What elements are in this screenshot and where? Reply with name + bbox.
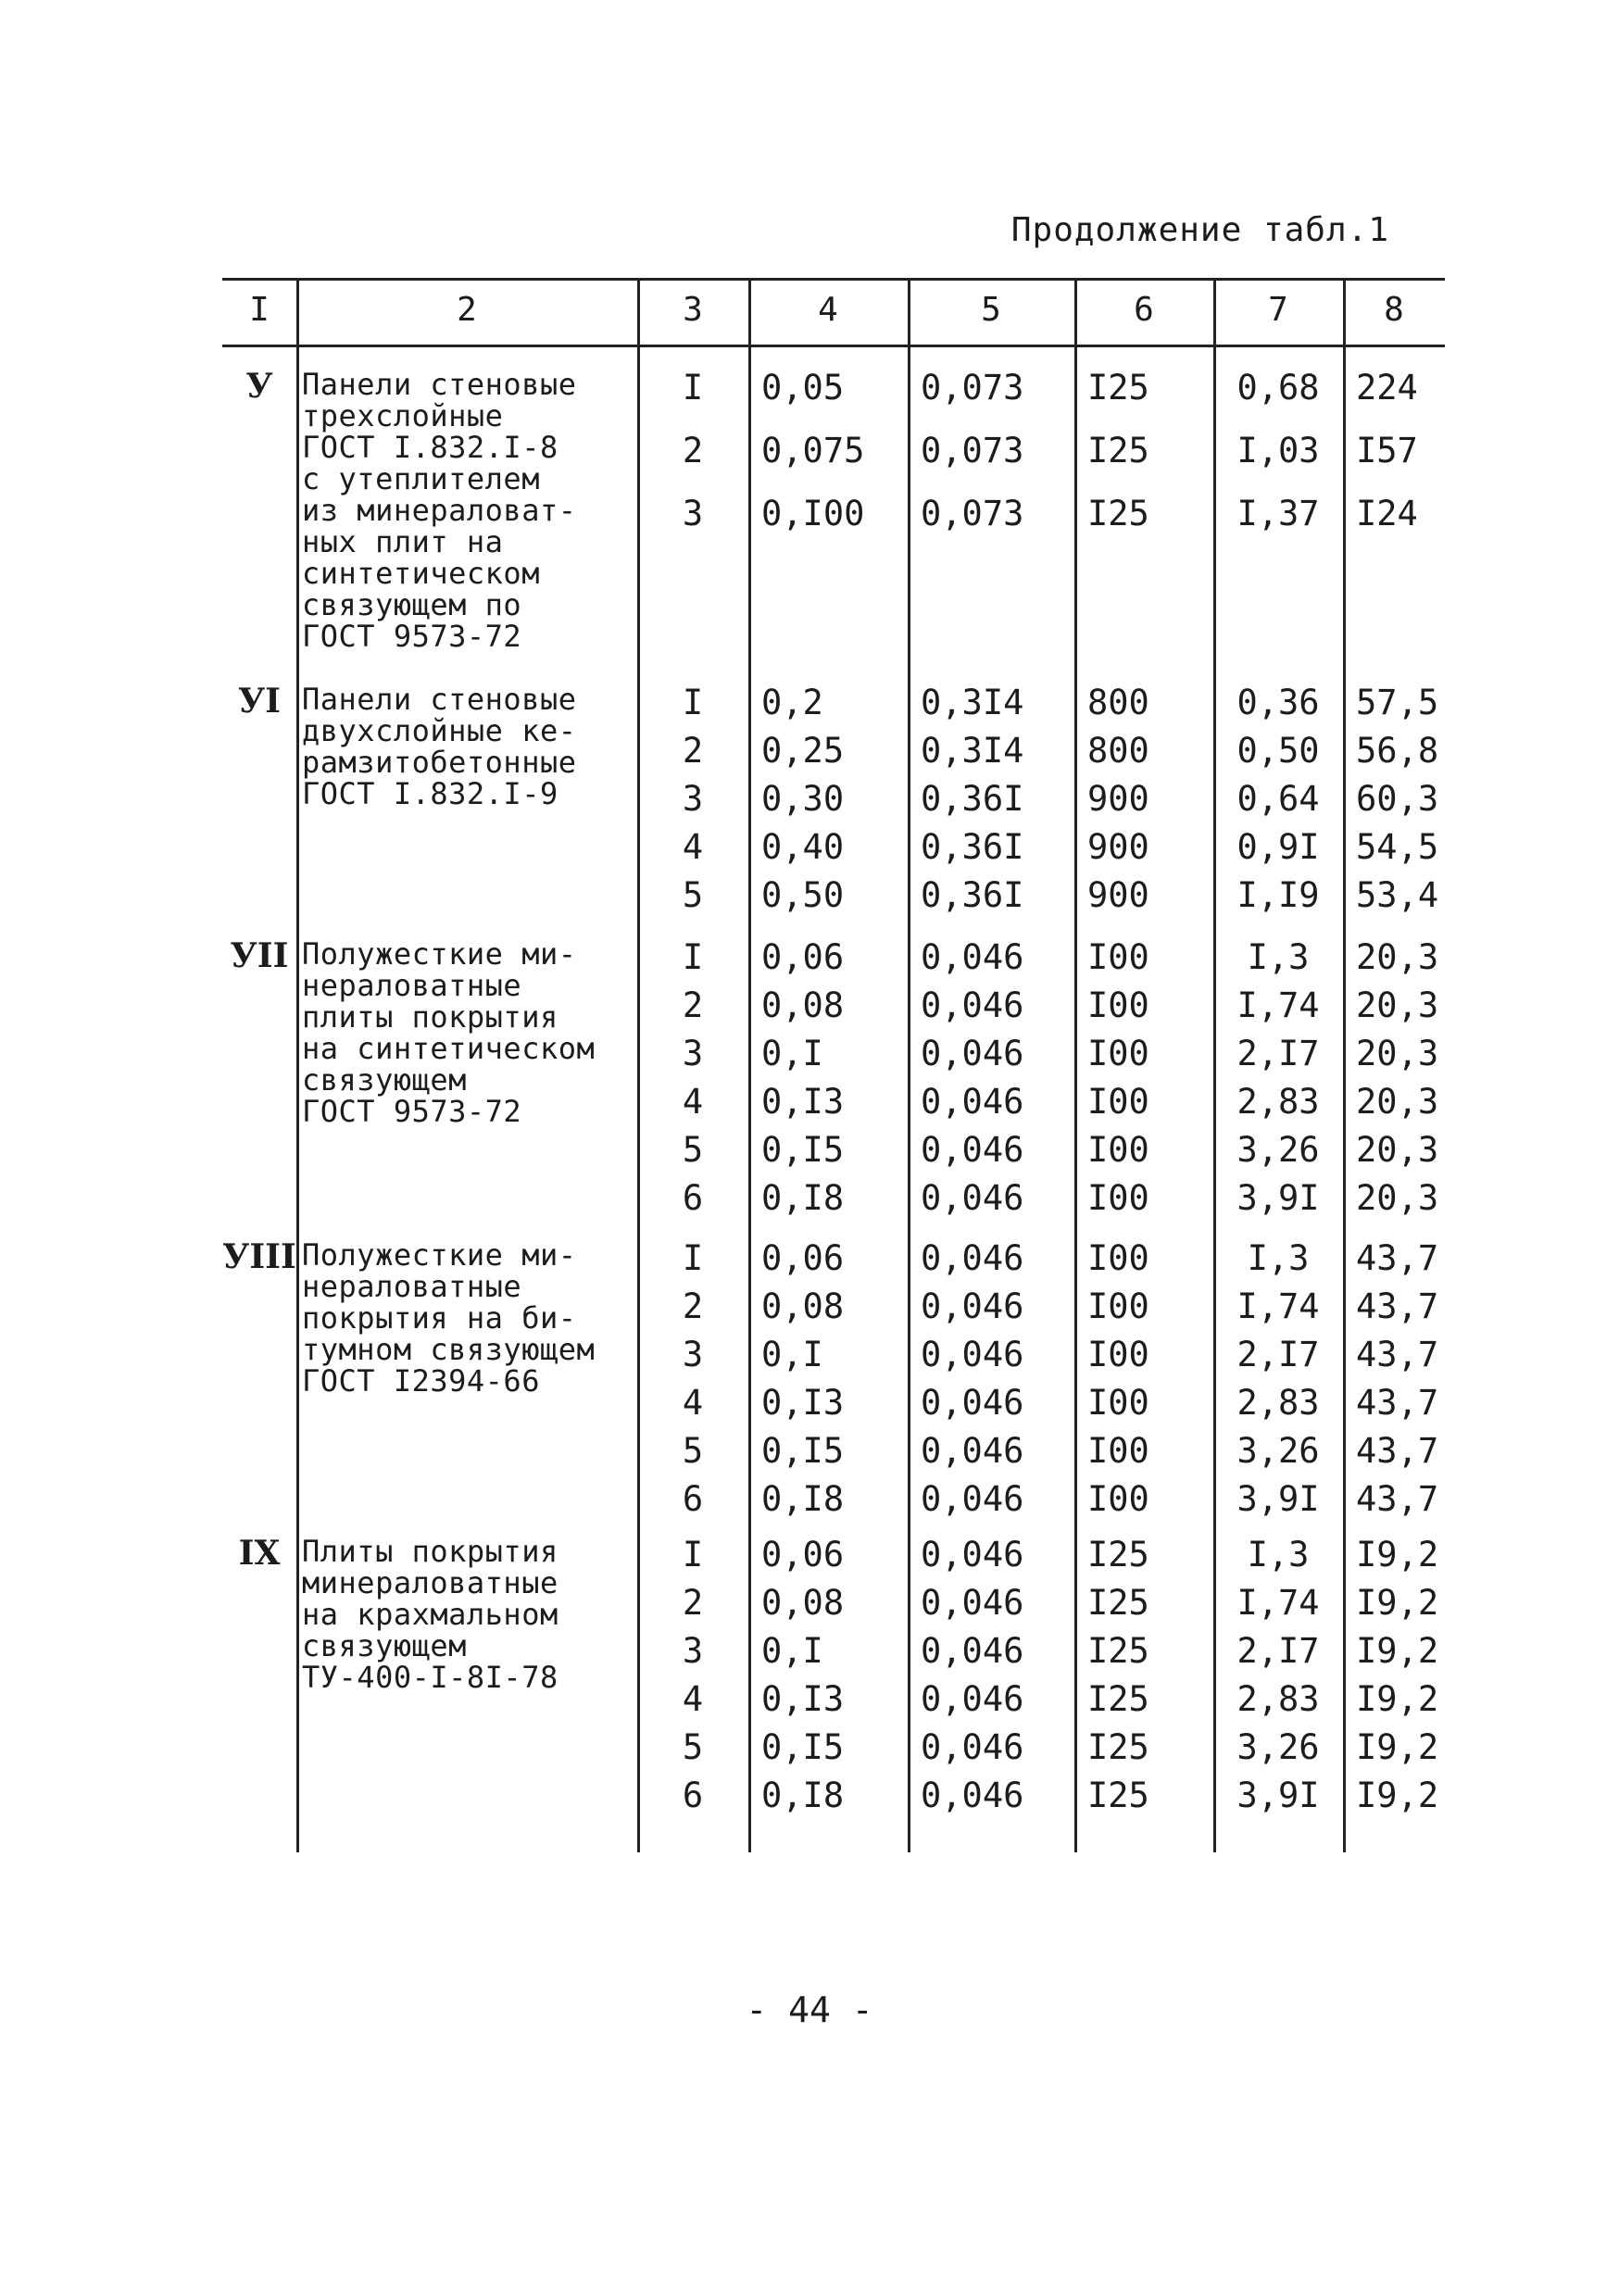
table-cell: 0,046 — [921, 1034, 1024, 1073]
table-cell: I57 — [1356, 431, 1418, 470]
table-cell: I — [682, 1535, 704, 1575]
table-cell: 0,046 — [921, 1178, 1024, 1218]
table-cell: 0,046 — [921, 1631, 1024, 1671]
table-cell: 3 — [682, 1335, 704, 1374]
table-cell: 0,046 — [921, 1535, 1024, 1575]
table-cell: I25 — [1087, 494, 1149, 533]
table-cell: I,3 — [1247, 1238, 1310, 1278]
table-cell: 0,073 — [921, 494, 1024, 533]
table-cell: I,37 — [1236, 494, 1320, 533]
table-cell: 0,08 — [761, 1583, 845, 1623]
col-divider — [1074, 278, 1077, 1852]
table-cell: I25 — [1087, 431, 1149, 470]
table-cell: 900 — [1087, 827, 1149, 867]
table-cell: 0,36I — [921, 827, 1024, 867]
table-cell: I25 — [1087, 1727, 1149, 1767]
table-cell: 224 — [1356, 368, 1418, 408]
table-cell: I9,2 — [1356, 1631, 1439, 1671]
table-cell: 0,3I4 — [921, 731, 1024, 771]
material-name: Панели стеновые трехслойные ГОСТ I.832.I-8 с утеплителем из минераловат- ных плит на синтетическом связующем по ГОСТ 9573-72 — [302, 367, 577, 654]
table-cell: 3 — [682, 779, 704, 819]
table-cell: I9,2 — [1356, 1535, 1439, 1575]
table-cell: 0,25 — [761, 731, 845, 771]
table-cell: I9,2 — [1356, 1727, 1439, 1767]
group-number: IХ — [238, 1534, 281, 1573]
table-cell: 0,046 — [921, 985, 1024, 1025]
table-cell: 0,36I — [921, 779, 1024, 819]
table-cell: 0,046 — [921, 937, 1024, 977]
table-cell: 3,26 — [1236, 1130, 1320, 1170]
table-cell: I — [682, 368, 704, 408]
group-number: УIII — [222, 1237, 296, 1276]
column-header: 3 — [683, 291, 703, 329]
table-cell: 0,3I4 — [921, 683, 1024, 722]
table-cell: 4 — [682, 827, 704, 867]
table-cell: 0,I3 — [761, 1679, 845, 1719]
table-cell: 60,3 — [1356, 779, 1439, 819]
table-cell: 0,64 — [1236, 779, 1320, 819]
column-header: I — [249, 291, 270, 329]
table-cell: 0,046 — [921, 1130, 1024, 1170]
table-cell: 0,075 — [761, 431, 865, 470]
table-cell: 0,I8 — [761, 1178, 845, 1218]
table-cell: 0,I3 — [761, 1383, 845, 1423]
table-cell: I00 — [1087, 1130, 1149, 1170]
table-cell: 0,50 — [761, 875, 845, 915]
table-cell: 0,I00 — [761, 494, 865, 533]
table-cell: I00 — [1087, 985, 1149, 1025]
table-cell: I — [682, 937, 704, 977]
table-cell: I25 — [1087, 1679, 1149, 1719]
column-header: 6 — [1134, 291, 1154, 329]
table-cell: I9,2 — [1356, 1679, 1439, 1719]
table-cell: 0,06 — [761, 1535, 845, 1575]
table-cell: 0,046 — [921, 1431, 1024, 1471]
table-cell: 2,83 — [1236, 1679, 1320, 1719]
table-cell: I,74 — [1236, 1583, 1320, 1623]
table-cell: I,74 — [1236, 985, 1320, 1025]
table-cell: 2,I7 — [1236, 1034, 1320, 1073]
table-cell: I — [682, 1238, 704, 1278]
table-cell: I00 — [1087, 1479, 1149, 1519]
table-cell: I00 — [1087, 1286, 1149, 1326]
table-cell: 0,073 — [921, 431, 1024, 470]
table-cell: 0,073 — [921, 368, 1024, 408]
column-header: 2 — [457, 291, 477, 329]
table-cell: 56,8 — [1356, 731, 1439, 771]
table-cell: 0,046 — [921, 1727, 1024, 1767]
table-cell: I00 — [1087, 1238, 1149, 1278]
table-cell: 43,7 — [1356, 1383, 1439, 1423]
table-cell: 3 — [682, 494, 704, 533]
col-divider — [748, 278, 751, 1852]
table-cell: 2 — [682, 1583, 704, 1623]
table-cell: I25 — [1087, 1631, 1149, 1671]
table-cell: 0,046 — [921, 1238, 1024, 1278]
table-cell: 2,I7 — [1236, 1335, 1320, 1374]
material-name: Полужесткие ми- нераловатные плиты покрытия на синтетическом связующем ГОСТ 9573-72 — [302, 936, 596, 1129]
header-bottom-rule — [222, 345, 1445, 347]
table-cell: 0,I8 — [761, 1775, 845, 1815]
table-cell: 4 — [682, 1383, 704, 1423]
table-cell: 3,26 — [1236, 1727, 1320, 1767]
col-divider — [1343, 278, 1346, 1852]
table-cell: 6 — [682, 1479, 704, 1519]
table-cell: I00 — [1087, 1383, 1149, 1423]
table-cell: 0,046 — [921, 1335, 1024, 1374]
column-header: 5 — [981, 291, 1001, 329]
table-cell: 2 — [682, 731, 704, 771]
table-cell: 0,I — [761, 1631, 823, 1671]
table-cell: 0,046 — [921, 1679, 1024, 1719]
table-cell: I9,2 — [1356, 1583, 1439, 1623]
table-cell: I25 — [1087, 1535, 1149, 1575]
column-header: 4 — [818, 291, 838, 329]
table-cell: I25 — [1087, 368, 1149, 408]
table-cell: 2 — [682, 431, 704, 470]
table-cell: I,I9 — [1236, 875, 1320, 915]
col-divider — [296, 278, 299, 1852]
table-cell: 20,3 — [1356, 985, 1439, 1025]
table-cell: 0,046 — [921, 1082, 1024, 1122]
table-cell: 0,I — [761, 1335, 823, 1374]
table-cell: 20,3 — [1356, 1034, 1439, 1073]
table-cell: 0,046 — [921, 1479, 1024, 1519]
table-cell: 43,7 — [1356, 1238, 1439, 1278]
table-cell: I24 — [1356, 494, 1418, 533]
table-cell: 0,I3 — [761, 1082, 845, 1122]
table-cell: 2 — [682, 985, 704, 1025]
data-table — [222, 278, 1445, 1852]
group-number: У — [245, 367, 273, 406]
table-cell: 0,08 — [761, 1286, 845, 1326]
table-cell: I,3 — [1247, 1535, 1310, 1575]
table-cell: I25 — [1087, 1583, 1149, 1623]
table-cell: 43,7 — [1356, 1479, 1439, 1519]
table-cell: 800 — [1087, 683, 1149, 722]
col-divider — [908, 278, 910, 1852]
table-cell: 0,2 — [761, 683, 823, 722]
table-cell: 6 — [682, 1775, 704, 1815]
group-number: УII — [230, 936, 289, 975]
material-name: Плиты покрытия минераловатные на крахмальном связующем ТУ-400-I-8I-78 — [302, 1534, 558, 1695]
table-cell: 2 — [682, 1286, 704, 1326]
table-cell: I00 — [1087, 937, 1149, 977]
table-cell: 4 — [682, 1679, 704, 1719]
table-cell: 0,40 — [761, 827, 845, 867]
table-cell: 0,I5 — [761, 1727, 845, 1767]
table-cell: 0,06 — [761, 937, 845, 977]
table-cell: 5 — [682, 1431, 704, 1471]
table-cell: I00 — [1087, 1178, 1149, 1218]
table-cell: 0,9I — [1236, 827, 1320, 867]
table-caption: Продолжение табл.1 — [1010, 211, 1389, 249]
table-cell: I00 — [1087, 1431, 1149, 1471]
group-number: УI — [237, 682, 282, 721]
table-cell: 3,9I — [1236, 1178, 1320, 1218]
table-cell: 3,9I — [1236, 1479, 1320, 1519]
table-cell: 0,06 — [761, 1238, 845, 1278]
table-cell: I,74 — [1236, 1286, 1320, 1326]
table-cell: 5 — [682, 1130, 704, 1170]
table-cell: 0,50 — [1236, 731, 1320, 771]
table-cell: I00 — [1087, 1082, 1149, 1122]
table-cell: 900 — [1087, 875, 1149, 915]
table-cell: 20,3 — [1356, 937, 1439, 977]
table-cell: 54,5 — [1356, 827, 1439, 867]
table-cell: 0,36I — [921, 875, 1024, 915]
table-cell: 0,08 — [761, 985, 845, 1025]
table-cell: I,3 — [1247, 937, 1310, 977]
material-name: Панели стеновые двухслойные ке- рамзитобетонные ГОСТ I.832.I-9 — [302, 682, 577, 811]
table-cell: 20,3 — [1356, 1082, 1439, 1122]
table-cell: 800 — [1087, 731, 1149, 771]
table-top-rule — [222, 278, 1445, 281]
table-cell: 43,7 — [1356, 1431, 1439, 1471]
page-number: - 44 - — [746, 1989, 873, 2030]
table-cell: 20,3 — [1356, 1178, 1439, 1218]
table-cell: 43,7 — [1356, 1335, 1439, 1374]
table-cell: 0,I5 — [761, 1431, 845, 1471]
table-cell: 43,7 — [1356, 1286, 1439, 1326]
table-cell: 0,I5 — [761, 1130, 845, 1170]
table-cell: 3,26 — [1236, 1431, 1320, 1471]
table-cell: 5 — [682, 875, 704, 915]
table-cell: 0,36 — [1236, 683, 1320, 722]
table-cell: I9,2 — [1356, 1775, 1439, 1815]
table-cell: 57,5 — [1356, 683, 1439, 722]
table-cell: I25 — [1087, 1775, 1149, 1815]
table-cell: 3,9I — [1236, 1775, 1320, 1815]
table-cell: 2,83 — [1236, 1082, 1320, 1122]
table-cell: 0,30 — [761, 779, 845, 819]
table-cell: 53,4 — [1356, 875, 1439, 915]
table-cell: I00 — [1087, 1335, 1149, 1374]
table-cell: I — [682, 683, 704, 722]
table-cell: 0,046 — [921, 1775, 1024, 1815]
table-cell: 3 — [682, 1631, 704, 1671]
table-cell: 4 — [682, 1082, 704, 1122]
table-cell: I,03 — [1236, 431, 1320, 470]
table-cell: 900 — [1087, 779, 1149, 819]
table-cell: 0,046 — [921, 1583, 1024, 1623]
table-cell: 0,046 — [921, 1383, 1024, 1423]
table-cell: 6 — [682, 1178, 704, 1218]
table-cell: 0,046 — [921, 1286, 1024, 1326]
table-cell: 0,68 — [1236, 368, 1320, 408]
table-cell: 2,I7 — [1236, 1631, 1320, 1671]
table-cell: 0,05 — [761, 368, 845, 408]
table-cell: 5 — [682, 1727, 704, 1767]
table-cell: 20,3 — [1356, 1130, 1439, 1170]
material-name: Полужесткие ми- нераловатные покрытия на би- тумном связующем ГОСТ I2394-66 — [302, 1237, 596, 1399]
table-cell: 3 — [682, 1034, 704, 1073]
table-cell: I00 — [1087, 1034, 1149, 1073]
column-header: 8 — [1384, 291, 1404, 329]
table-cell: 0,I — [761, 1034, 823, 1073]
table-cell: 2,83 — [1236, 1383, 1320, 1423]
table-cell: 0,I8 — [761, 1479, 845, 1519]
column-header: 7 — [1268, 291, 1288, 329]
